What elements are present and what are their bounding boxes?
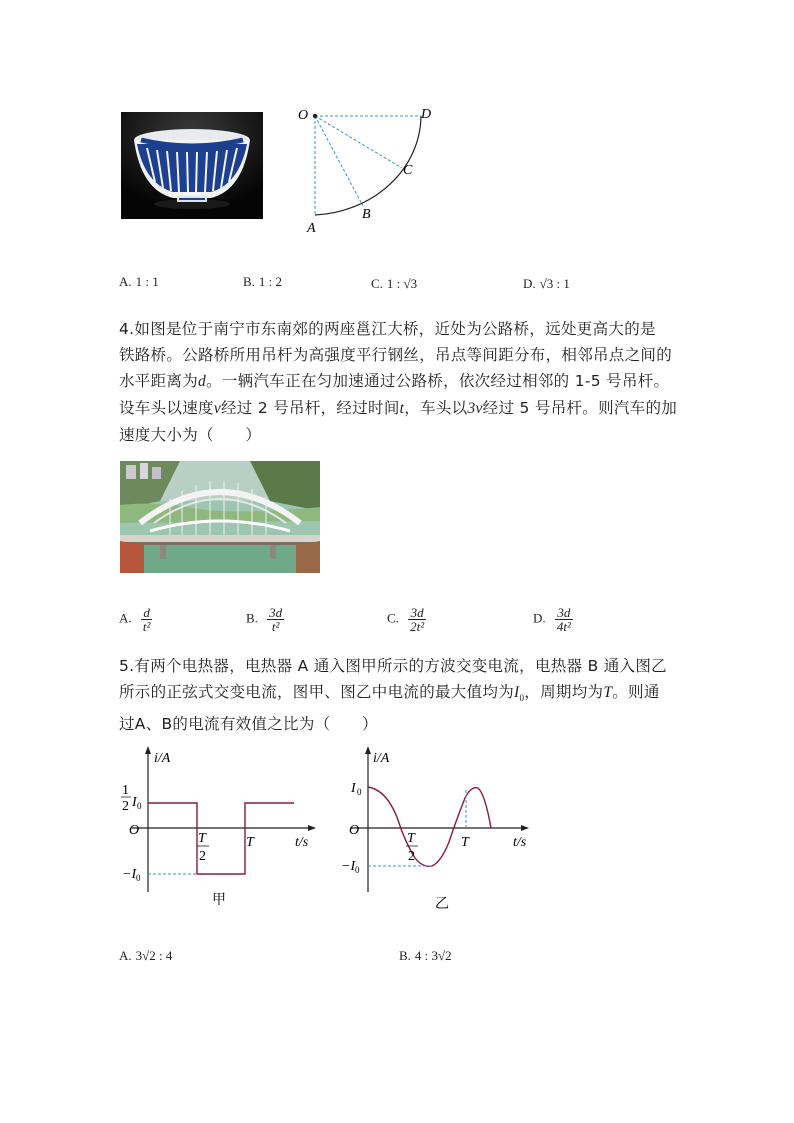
q4-option-b[interactable]: B. $\frac{3d}{\text{t²}}$ (246, 605, 283, 634)
q5-line-1: 5.有两个电热器，电热器 A 通入图甲所示的方波交变电流，电热器 B 通入图乙 (119, 657, 667, 675)
svg-text:0: 0 (136, 873, 141, 883)
svg-text:t/s: t/s (513, 835, 527, 850)
graph-yi (335, 742, 545, 912)
q3-option-a[interactable]: A. 1 : 1 (119, 274, 159, 289)
svg-text:2: 2 (408, 849, 415, 864)
track-diagram (295, 102, 440, 237)
q5-option-b[interactable]: B. 4 : 3√2 (399, 948, 452, 963)
q4-option-d-fraction: $\frac{3d}{\text{4t²}}$ (556, 605, 571, 634)
caption-jia: 甲 (212, 892, 226, 908)
q3-option-d[interactable]: D. √3 : 1 (523, 276, 570, 291)
porcelain-bowl-photo (121, 112, 263, 219)
q4-line-5: 速度大小为（ ） (119, 426, 262, 444)
label-b: B (362, 207, 371, 222)
bowl-illustration (121, 112, 263, 219)
q4-line-1: 4.如图是位于南宁市东南郊的两座邕江大桥，近处为公路桥，远处更高大的是 (119, 320, 656, 338)
q5-line-2: 所示的正弦式交变电流，图甲、图乙中电流的最大值均为$I_0$，周期均为T。则通 (119, 683, 660, 704)
square-wave-line (148, 803, 294, 874)
half-i0-den: 2 (122, 799, 129, 814)
q4-option-c-fraction: $\frac{3d}{\text{2t²}}$ (410, 605, 425, 634)
q4-line-2: 铁路桥。公路桥所用吊杆为高强度平行钢丝，吊点等间距分布，相邻吊点之间的 (119, 346, 673, 364)
svg-text:0: 0 (355, 865, 360, 875)
square-wave-graph (112, 742, 322, 912)
quarter-circle-diagram (295, 102, 440, 237)
half-i0-num: 1 (122, 783, 129, 798)
q4-line-3: 水平距离为d。一辆汽车正在匀加速通过公路桥，依次经过相邻的 1-5 号吊杆。 (119, 372, 670, 390)
label-c: C (403, 163, 413, 178)
q5-stem (119, 653, 679, 737)
label-o: O (298, 108, 309, 123)
origin-label: O (129, 823, 140, 838)
q4-option-a[interactable]: A. $\frac{d}{\text{t²}}$ (119, 605, 151, 634)
q4-stem (119, 316, 679, 448)
svg-text:2: 2 (199, 849, 206, 864)
svg-text:T: T (198, 831, 206, 846)
svg-text:I: I (351, 781, 356, 796)
q5-line-3: 过A、B的电流有效值之比为（ ） (119, 715, 378, 734)
q4-option-c[interactable]: C. $\frac{3d}{\text{2t²}}$ (387, 605, 425, 634)
bridge-photo (120, 461, 320, 573)
q4-option-b-fraction: $\frac{3d}{\text{t²}}$ (269, 605, 283, 634)
svg-text:i/A: i/A (154, 751, 171, 766)
q4-option-d[interactable]: D. $\frac{3d}{\text{4t²}}$ (533, 605, 571, 634)
q3-option-b[interactable]: B. 1 : 2 (243, 274, 283, 289)
caption-yi: 乙 (435, 896, 449, 912)
half-i0-var: I (132, 795, 137, 810)
neg-i0-label: −I (122, 867, 137, 882)
svg-text:0: 0 (357, 787, 362, 797)
svg-text:t/s: t/s (295, 835, 309, 850)
svg-text:T: T (461, 835, 469, 850)
graph-jia (112, 742, 322, 912)
sine-wave-line (335, 742, 470, 867)
q5-option-a[interactable]: A. 3√2 : 4 (119, 948, 173, 963)
svg-text:T: T (246, 835, 254, 850)
q3-option-c[interactable]: C. 1 : √3 (371, 276, 418, 291)
label-a: A (307, 221, 316, 236)
label-d: D (421, 107, 432, 122)
svg-text:O: O (349, 823, 360, 838)
svg-text:i/A: i/A (373, 751, 390, 766)
q4-option-a-fraction: $\frac{d}{\text{t²}}$ (142, 605, 151, 634)
svg-text:T: T (407, 831, 415, 846)
sine-wave-graph (335, 742, 545, 912)
bridge-illustration (120, 461, 320, 573)
q4-line-4: 设车头以速度v经过 2 号吊杆，经过时间t，车头以3v经过 5 号吊杆。则汽车的加 (119, 399, 678, 417)
svg-text:−I: −I (341, 859, 356, 874)
svg-text:0: 0 (137, 801, 142, 811)
